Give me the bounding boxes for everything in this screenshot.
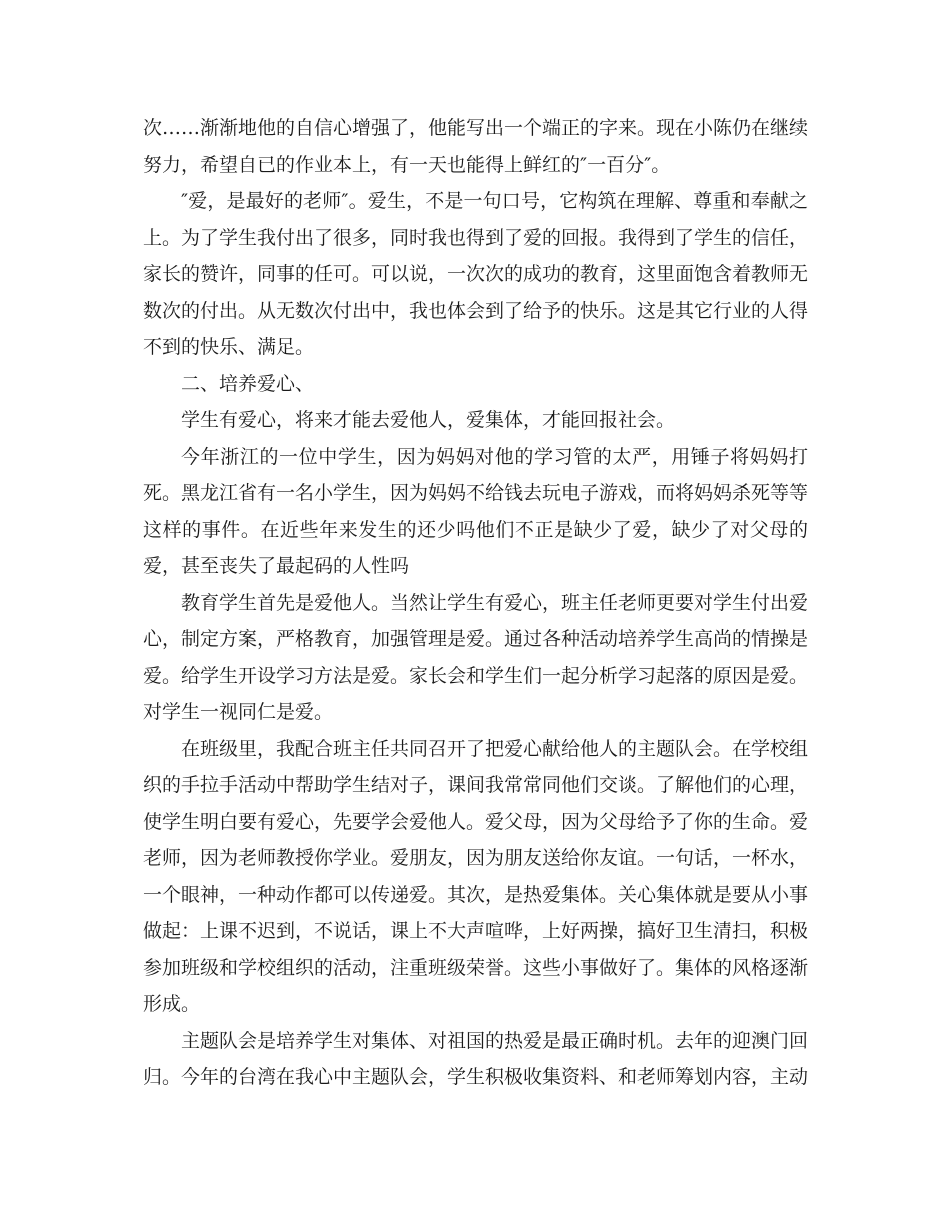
section-heading-cultivate-love: 二、培养爱心、 bbox=[181, 372, 315, 395]
paragraph-class-activities: 在班级里，我配合班主任共同召开了把爱心献给他人的主题队会。在学校组织的手拉手活动中帮助学生结对子，课间我常常同他们交谈。了解他们的心理，使学生明白要有爱心，先要学会爱他人。爱父母，因为父母给予了你的生命。爱老师，因为老师教授你学业。爱朋友，因为朋友送给你友谊。一句话，一杯水，一个眼神，一种动作都可以传递爱。其次，是热爱集体。关心集体就是要从小事做起：上课不迟到，不说话，课上不大声喧哗，上好两操，搞好卫生清扫，积极参加班级和学校组织的活动，注重班级荣誉。这些小事做好了。集体的风格逐渐形成。 bbox=[143, 737, 809, 1015]
paragraph-love-best-teacher: ″爱，是最好的老师″。爱生，不是一句口号，它构筑在理解、尊重和奉献之上。为了学生我付出了很多，同时我也得到了爱的回报。我得到了学生的信任，家长的赞许，同事的任可。可以说，一次次的成功的教育，这里面饱含着教师无数次的付出。从无数次付出中，我也体会到了给予的快乐。这是其它行业的人得不到的快乐、满足。 bbox=[143, 190, 809, 358]
paragraph-students-love: 学生有爱心，将来才能去爱他人，爱集体，才能回报社会。 bbox=[181, 409, 676, 431]
paragraph-theme-meeting: 主题队会是培养学生对集体、对祖国的热爱是最正确时机。去年的迎澳门回归。今年的台湾在我心中主题队会，学生积极收集资料、和老师筹划内容，主动 bbox=[143, 1029, 809, 1088]
paragraph-continuation: 次……渐渐地他的自信心增强了，他能写出一个端正的字来。现在小陈仍在继续努力，希望自已的作业本上，有一天也能得上鲜红的″一百分″。 bbox=[143, 117, 809, 176]
document-body bbox=[143, 110, 808, 1096]
paragraph-news-events: 今年浙江的一位中学生，因为妈妈对他的学习管的太严，用锤子将妈妈打死。黑龙江省有一名小学生，因为妈妈不给钱去玩电子游戏，而将妈妈杀死等等这样的事件。在近些年来发生的还少吗他们不正是缺少了爱，缺少了对父母的爱，甚至丧失了最起码的人性吗 bbox=[143, 445, 809, 577]
paragraph-educate-love-others: 教育学生首先是爱他人。当然让学生有爱心，班主任老师更要对学生付出爱心，制定方案，严格教育，加强管理是爱。通过各种活动培养学生高尚的情操是爱。给学生开设学习方法是爱。家长会和学生们一起分析学习起落的原因是爱。对学生一视同仁是爱。 bbox=[143, 591, 809, 723]
